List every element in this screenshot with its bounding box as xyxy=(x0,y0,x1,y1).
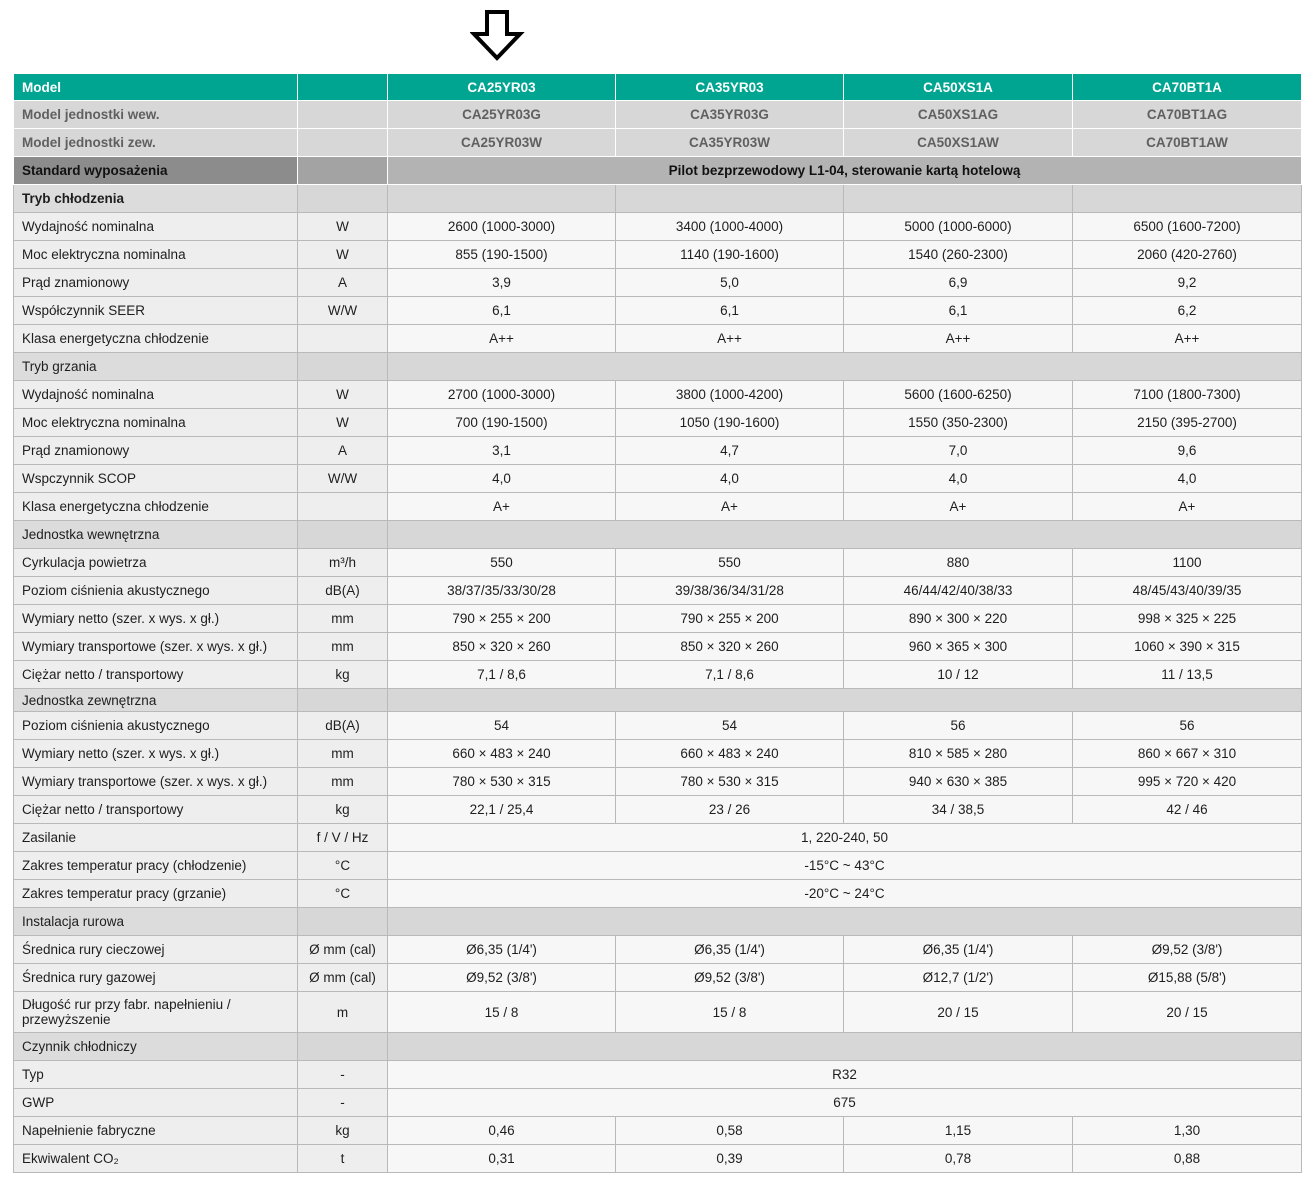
spec-row: Średnica rury cieczowej Ø mm (cal) Ø6,35 (1/4') Ø6,35 (1/4') Ø6,35 (1/4') Ø9,52 (3/8') xyxy=(14,936,1302,964)
spec-row: Prąd znamionowy A 3,1 4,7 7,0 9,6 xyxy=(14,437,1302,465)
power-row: Zasilanie f / V / Hz 1, 220-240, 50 xyxy=(14,824,1302,852)
section-row: Jednostka zewnętrzna xyxy=(14,689,1302,712)
temp-heating-row: Zakres temperatur pracy (grzanie) °C -20°C ~ 24°C xyxy=(14,880,1302,908)
indoor-model-row: Model jednostki wew. CA25YR03G CA35YR03G CA50XS1AG CA70BT1AG xyxy=(14,101,1302,129)
section-row: Tryb grzania xyxy=(14,353,1302,381)
spec-row: Wymiary netto (szer. x wys. x gł.) mm 660 × 483 × 240 660 × 483 × 240 810 × 585 × 280 860 × 667 × 310 xyxy=(14,740,1302,768)
down-arrow-icon xyxy=(470,8,526,62)
model-name: CA50XS1A xyxy=(844,74,1073,101)
spec-row: Wydajność nominalna W 2600 (1000-3000) 3400 (1000-4000) 5000 (1000-6000) 6500 (1600-7200) xyxy=(14,213,1302,241)
outdoor-model-row: Model jednostki zew. CA25YR03W CA35YR03W CA50XS1AW CA70BT1AW xyxy=(14,129,1302,157)
spec-table xyxy=(13,73,1302,1173)
spec-row: Ciężar netto / transportowy kg 7,1 / 8,6 7,1 / 8,6 10 / 12 11 / 13,5 xyxy=(14,661,1302,689)
model-name: CA35YR03 xyxy=(616,74,844,101)
spec-row: Wymiary transportowe (szer. x wys. x gł.) mm 850 × 320 × 260 850 × 320 × 260 960 × 365 × 300 1060 × 390 × 315 xyxy=(14,633,1302,661)
header-row xyxy=(14,74,1302,101)
spec-row: Moc elektryczna nominalna W 700 (190-1500) 1050 (190-1600) 1550 (350-2300) 2150 (395-2700) xyxy=(14,409,1302,437)
spec-row: Długość rur przy fabr. napełnieniu / przewyższenie m 15 / 8 15 / 8 20 / 15 20 / 15 xyxy=(14,992,1302,1033)
spec-row: Prąd znamionowy A 3,9 5,0 6,9 9,2 xyxy=(14,269,1302,297)
spec-row: Cyrkulacja powietrza m³/h 550 550 880 1100 xyxy=(14,549,1302,577)
spec-row: Wymiary transportowe (szer. x wys. x gł.) mm 780 × 530 × 315 780 × 530 × 315 940 × 630 × 385 995 × 720 × 420 xyxy=(14,768,1302,796)
spec-row: Klasa energetyczna chłodzenie A+ A+ A+ A+ xyxy=(14,493,1302,521)
spec-row: Poziom ciśnienia akustycznego dB(A) 54 54 56 56 xyxy=(14,712,1302,740)
gwp-row: GWP - 675 xyxy=(14,1089,1302,1117)
refrigerant-type-row: Typ - R32 xyxy=(14,1061,1302,1089)
spec-row: Współczynnik SEER W/W 6,1 6,1 6,1 6,2 xyxy=(14,297,1302,325)
standard-equipment-row: Standard wyposażenia Pilot bezprzewodowy L1-04, sterowanie kartą hotelową xyxy=(14,157,1302,185)
spec-row: Napełnienie fabryczne kg 0,46 0,58 1,15 1,30 xyxy=(14,1117,1302,1145)
section-row: Instalacja rurowa xyxy=(14,908,1302,936)
model-name: CA70BT1A xyxy=(1073,74,1302,101)
spec-row: Klasa energetyczna chłodzenie A++ A++ A++ A++ xyxy=(14,325,1302,353)
spec-row: Wymiary netto (szer. x wys. x gł.) mm 790 × 255 × 200 790 × 255 × 200 890 × 300 × 220 998 × 325 × 225 xyxy=(14,605,1302,633)
spec-row: Wspczynnik SCOP W/W 4,0 4,0 4,0 4,0 xyxy=(14,465,1302,493)
spec-row: Średnica rury gazowej Ø mm (cal) Ø9,52 (3/8') Ø9,52 (3/8') Ø12,7 (1/2') Ø15,88 (5/8') xyxy=(14,964,1302,992)
spec-row: Wydajność nominalna W 2700 (1000-3000) 3800 (1000-4200) 5600 (1600-6250) 7100 (1800-7300) xyxy=(14,381,1302,409)
section-row: Jednostka wewnętrzna xyxy=(14,521,1302,549)
spec-row: Ciężar netto / transportowy kg 22,1 / 25,4 23 / 26 34 / 38,5 42 / 46 xyxy=(14,796,1302,824)
temp-cooling-row: Zakres temperatur pracy (chłodzenie) °C -15°C ~ 43°C xyxy=(14,852,1302,880)
header-label: Model xyxy=(14,74,298,101)
section-row: Tryb chłodzenia xyxy=(14,185,1302,213)
spec-row: Moc elektryczna nominalna W 855 (190-1500) 1140 (190-1600) 1540 (260-2300) 2060 (420-2760) xyxy=(14,241,1302,269)
model-name: CA25YR03 xyxy=(388,74,616,101)
spec-row: Poziom ciśnienia akustycznego dB(A) 38/37/35/33/30/28 39/38/36/34/31/28 46/44/42/40/38/33 48/45/43/40/39/35 xyxy=(14,577,1302,605)
spec-row: Ekwiwalent CO₂ t 0,31 0,39 0,78 0,88 xyxy=(14,1145,1302,1173)
section-row: Czynnik chłodniczy xyxy=(14,1033,1302,1061)
